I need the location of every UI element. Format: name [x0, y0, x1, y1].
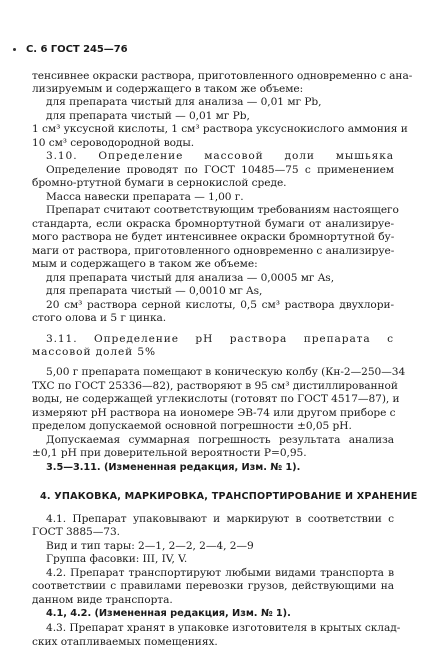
text-line: 1 см³ уксусной кислоты, 1 см³ раствора уксуснокислого аммония и [32, 123, 408, 135]
text-line: соответствии с правилами перевозки грузов, действующими на [32, 580, 394, 592]
amendment-note: 3.5—3.11. (Измененная редакция, Изм. № 1). [46, 462, 301, 473]
text-line: ±0,1 pH при доверительной вероятности P=0,95. [32, 447, 307, 459]
amendment-note: 4.1, 4.2. (Измененная редакция, Изм. № 1). [46, 608, 291, 619]
text-line: Препарат считают соответствующим требованиям настоящего [46, 204, 399, 216]
text-line: Масса навески препарата — 1,00 г. [46, 191, 244, 203]
text-line: мого раствора не будет интенсивнее окраски бромнортутной бу- [32, 231, 395, 243]
text-line: Вид и тип тары: 2—1, 2—2, 2—4, 2—9 [46, 540, 254, 552]
text-line: измеряют pH раствора на иономере ЭВ-74 или другом приборе с [32, 407, 396, 419]
text-line: ских отапливаемых помещениях. [32, 636, 218, 648]
text-line: ТХС по ГОСТ 25336—82), растворяют в 95 см³ дистиллированной [32, 380, 398, 392]
text-line: стандарта, если окраска бромнортутной бумаги от анализируе- [32, 218, 394, 230]
text-line: лизируемым и содержащего в таком же объеме: [32, 83, 304, 95]
text-line: для препарата чистый для анализа — 0,0005 мг As, [46, 272, 335, 284]
section-heading-3-10: 3.10. Определение массовой доли мышьяка [46, 150, 394, 162]
text-line: 10 см³ сероводородной воды. [32, 137, 195, 149]
text-line: 4.1. Препарат упаковывают и маркируют в соответствии с [46, 513, 394, 525]
text-line: мым и содержащего в таком же объеме: [32, 258, 258, 270]
text-line: для препарата чистый — 0,0010 мг As, [46, 285, 263, 297]
text-line: Допускаемая суммарная погрешность результата анализа [46, 434, 394, 446]
text-line: Группа фасовки: III, IV, V. [46, 553, 188, 565]
text-line: Определение проводят по ГОСТ 10485—75 с применением [46, 164, 394, 176]
section-title-4: 4. УПАКОВКА, МАРКИРОВКА, ТРАНСПОРТИРОВАНИЕ И ХРАНЕНИЕ [40, 491, 418, 502]
section-heading-3-11-cont: массовой долей 5% [32, 346, 157, 358]
text-line: пределом допускаемой основной погрешности ±0,05 pH. [32, 420, 352, 432]
page-header: С. 6 ГОСТ 245—76 [26, 44, 128, 55]
text-line: стого олова и 5 г цинка. [32, 312, 167, 324]
text-line: маги от раствора, приготовленного одновременно с анализируе- [32, 245, 395, 257]
text-line: данном виде транспорта. [32, 594, 173, 606]
text-line: бромно-ртутной бумаги в сернокислой среде. [32, 177, 287, 189]
text-line: 20 см³ раствора серной кислоты, 0,5 см³ раствора двухлори- [46, 299, 394, 311]
text-line: для препарата чистый — 0,01 мг Pb, [46, 110, 250, 122]
bullet-mark [13, 48, 16, 51]
text-line: воды, не содержащей углекислоты (готовят по ГОСТ 4517—87), и [32, 393, 400, 405]
text-line: 5,00 г препарата помещают в коническую колбу (Кн-2—250—34 [46, 366, 406, 378]
text-line: 4.2. Препарат транспортируют любыми видами транспорта в [46, 567, 394, 579]
text-line: 4.3. Препарат хранят в упаковке изготовителя в крытых склад- [46, 622, 401, 634]
text-line: ГОСТ 3885—73. [32, 526, 120, 538]
text-line: тенсивнее окраски раствора, приготовленного одновременно с ана- [32, 70, 413, 82]
section-heading-3-11: 3.11. Определение pH раствора препарата с [46, 333, 394, 345]
text-line: для препарата чистый для анализа — 0,01 мг Pb, [46, 96, 322, 108]
